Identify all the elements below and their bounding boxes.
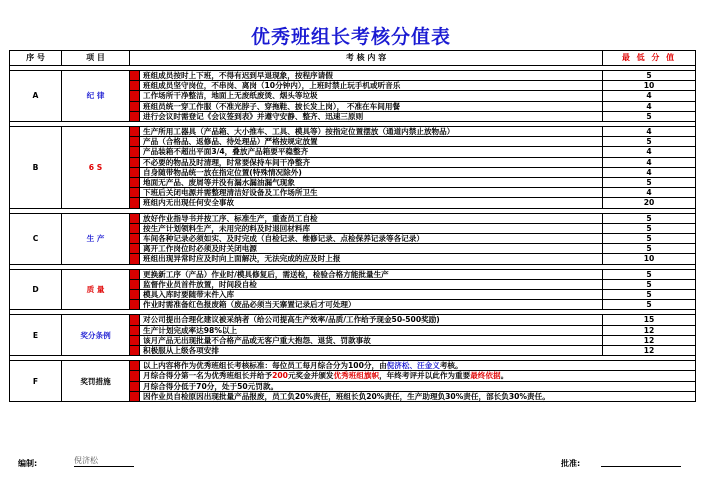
red-flag-cell [130,178,140,188]
criteria-text: 班组成员坚守岗位，不串岗、离岗（10分钟内），上班时禁止玩手机或听音乐 [140,81,603,91]
header-seq: 序 号 [10,51,62,66]
red-flag-cell [130,234,140,244]
score-value: 5 [603,223,696,233]
score-value: 15 [603,315,696,325]
score-value: 5 [603,137,696,147]
score-value: 12 [603,346,696,356]
red-flag-cell [130,381,140,391]
criteria-text-part: 月综合得分低于70分，处于50元罚款。 [143,381,279,391]
table-row [10,315,696,325]
red-flag-cell [130,346,140,356]
criteria-text: 不必要的物品及时清理，时常要保持车间干净整齐 [140,157,603,167]
red-flag-cell [130,71,140,81]
table-row [10,213,696,223]
criteria-text: 积极服从上级各项安排 [140,346,603,356]
page-title: 优秀班组长考核分值表 [250,26,451,48]
criteria-text [140,361,696,371]
score-value: 10 [603,81,696,91]
section-name: 纪 律 [62,71,130,122]
criteria-text [140,371,696,381]
red-flag-cell [130,300,140,310]
table-row [10,71,696,81]
table-row [10,361,696,371]
score-value: 4 [603,91,696,101]
red-flag-cell [130,371,140,381]
header-score: 最 低 分 值 [603,51,696,66]
criteria-text: 自身随带物品统一放在指定位置(特殊情况除外) [140,167,603,177]
section-seq: F [10,361,62,402]
criteria-text-part: 。 [500,371,509,381]
score-value: 4 [603,188,696,198]
red-flag-cell [130,157,140,167]
section-seq: E [10,315,62,356]
criteria-text: 产品（合格品、返修品、待处理品）严格按规定放置 [140,137,603,147]
criteria-text: 班组成员按时上下班，不得有迟到早退现象，按程序请假 [140,71,603,81]
section-name: 生 产 [62,213,130,264]
criteria-text: 离开工作岗位时必须及时关闭电源 [140,244,603,254]
editor-signature: 倪济松 [74,455,134,467]
criteria-text-part: 倪济松、汪金义 [386,361,440,371]
criteria-text: 监督作业员首件放置，时间段自检 [140,279,603,289]
section-name: 质 量 [62,269,130,310]
criteria-text: 进行会议时需登记《会议签到表》并遵守安静、整齐、迅速三原则 [140,111,603,121]
score-value: 5 [603,71,696,81]
red-flag-cell [130,254,140,264]
criteria-text-part: 以上内容将作为优秀班组长考核标准：每位员工每月综合分为100分，由 [143,361,387,371]
red-flag-cell [130,101,140,111]
criteria-text-part: 元奖金并颁发 [287,371,334,381]
criteria-text-part: 考核。 [439,361,463,371]
section-seq: A [10,71,62,122]
criteria-text: 生产所用工器具（产品箱、大小推车、工具、模具等）按指定位置摆放（通道内禁止放物品） [140,127,603,137]
section-seq: C [10,213,62,264]
criteria-text: 放好作业指导书并按工序、标准生产，重查员工自检 [140,213,603,223]
criteria-text: 工作场所干净整洁，地面上无废纸废烫、烟头等垃圾 [140,91,603,101]
red-flag-cell [130,244,140,254]
red-flag-cell [130,335,140,345]
score-table [9,50,696,402]
criteria-text: 班组出现异常时应及时向上面解决，无法完成的应及时上报 [140,254,603,264]
table-row [10,127,696,137]
score-value: 4 [603,127,696,137]
criteria-text: 生产计划完成率达98%以上 [140,325,603,335]
table-row [10,269,696,279]
red-flag-cell [130,361,140,371]
criteria-text: 对公司提出合理化建议被采纳者（给公司提高生产效率/品质/工作给予现金50-500奖励) [140,315,603,325]
criteria-text-part: ，年终考评并以此作为重要 [379,371,471,381]
red-flag-cell [130,81,140,91]
criteria-text: 产品装箱不超出平面3/4，叠放产品箱要平稳整齐 [140,147,603,157]
score-value: 12 [603,325,696,335]
criteria-text-part: 月综合得分第一名为优秀班组长并给予 [143,371,273,381]
score-value: 5 [603,111,696,121]
criteria-text: 班组员统一穿工作服（不准光脖子、穿拖鞋、披长发上岗）， 不准在车间用餐 [140,101,603,111]
approve-label: 批准: [561,459,581,468]
section-name: 6 S [62,127,130,209]
red-flag-cell [130,137,140,147]
criteria-text-part: 优秀班组旗帜 [333,371,380,381]
criteria-text: 更换新工序（产品）作业时/模具修复后，需送检，检验合格方能批量生产 [140,269,603,279]
criteria-text: 车间各种记录必须如实、及时完成（自检记录、维修记录、点检保养记录等各记录） [140,234,603,244]
criteria-text-part: 因作业员自检原因出现批量产品报废，员工负20%责任，班组长负20%责任，生产助理负30%责任，部长负30%责任。 [143,391,550,401]
red-flag-cell [130,198,140,208]
score-value: 5 [603,300,696,310]
score-value: 10 [603,254,696,264]
red-flag-cell [130,213,140,223]
red-flag-cell [130,325,140,335]
criteria-text: 模具入库时要随带末件入库 [140,290,603,300]
score-value: 5 [603,290,696,300]
red-flag-cell [130,111,140,121]
red-flag-cell [130,147,140,157]
criteria-text [140,381,696,391]
score-value: 5 [603,178,696,188]
editor-label: 编制: [18,459,38,468]
score-value: 5 [603,269,696,279]
score-value: 5 [603,234,696,244]
criteria-text-part: 最终依据 [470,371,501,381]
red-flag-cell [130,91,140,101]
score-value: 12 [603,335,696,345]
score-value: 5 [603,279,696,289]
score-value: 4 [603,157,696,167]
criteria-text: 班组内无出现任何安全事故 [140,198,603,208]
section-seq: D [10,269,62,310]
score-value: 4 [603,167,696,177]
score-value: 20 [603,198,696,208]
red-flag-cell [130,223,140,233]
criteria-text [140,391,696,401]
red-flag-cell [130,188,140,198]
criteria-text: 地面无产品、废屑等并没有漏水漏油漏气现象 [140,178,603,188]
score-value: 5 [603,244,696,254]
red-flag-cell [130,167,140,177]
red-flag-cell [130,279,140,289]
criteria-text: 按生产计划领料生产，未用完的料及时退回材料库 [140,223,603,233]
criteria-text: 作业时需准备红色报废箱（废品必须当天寨置记录后才可处理） [140,300,603,310]
header-content: 考 核 内 容 [130,51,603,66]
section-seq: B [10,127,62,209]
red-flag-cell [130,269,140,279]
score-value: 5 [603,213,696,223]
section-name: 奖罚措施 [62,361,130,402]
red-flag-cell [130,127,140,137]
red-flag-cell [130,315,140,325]
approve-signature-line [601,466,681,467]
criteria-text-part: 200 [272,371,288,381]
score-value: 4 [603,101,696,111]
criteria-text: 下班后关闭电源并需整理清洁好设备及工作场所卫生 [140,188,603,198]
table-header-row [10,51,696,66]
red-flag-cell [130,391,140,401]
section-name: 奖分条例 [62,315,130,356]
criteria-text: 该月产品无出现批量不合格产品或无客户重大抱怨、退货、罚款事故 [140,335,603,345]
header-item: 项 目 [62,51,130,66]
red-flag-cell [130,290,140,300]
score-value: 4 [603,147,696,157]
